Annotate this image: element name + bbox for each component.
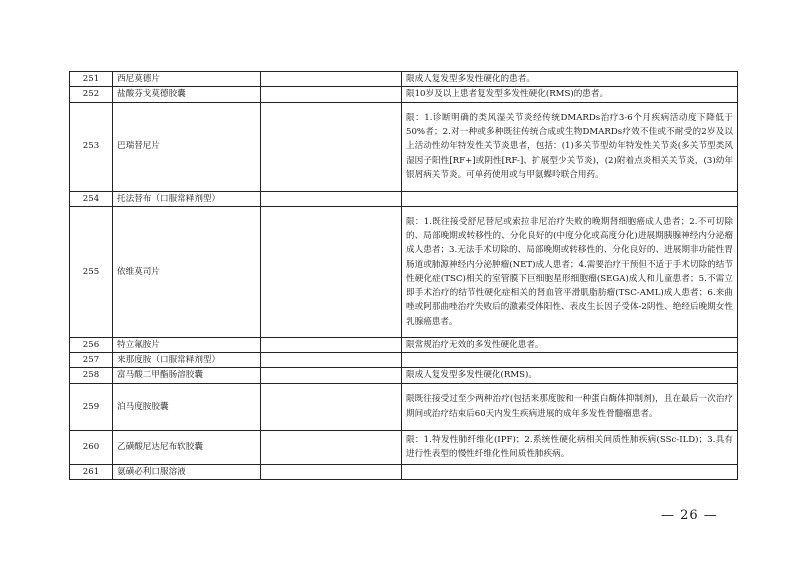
drug-name: 富马酸二甲酯肠溶胶囊 [113,368,261,383]
drug-list-table [69,71,738,480]
restriction-note: 限成人复发型多发性硬化(RMS)。 [402,368,738,383]
drug-name: 来那度胺（口服常释剂型） [113,353,261,368]
restriction-note: 限既往接受过至少两种治疗(包括来那度胺和一种蛋白酶体抑制剂)，且在最后一次治疗期间或治疗结束后60天内发生疾病进展的成年多发性骨髓瘤患者。 [402,383,738,430]
blank-cell [261,368,402,383]
drug-name: 氨磺必利口服溶液 [113,464,261,479]
blank-cell [261,87,402,102]
restriction-note [402,191,738,206]
row-number: 255 [70,206,113,337]
table-row [70,337,738,352]
table-row [70,87,738,102]
table-row [70,191,738,206]
row-number: 259 [70,383,113,430]
drug-name: 依维莫司片 [113,206,261,337]
drug-name: 特立氟胺片 [113,337,261,352]
restriction-note: 限10岁及以上患者复发型多发性硬化(RMS)的患者。 [402,87,738,102]
restriction-note: 限常规治疗无效的多发性硬化患者。 [402,337,738,352]
blank-cell [261,206,402,337]
row-number: 258 [70,368,113,383]
table-row [70,353,738,368]
blank-cell [261,72,402,87]
blank-cell [261,430,402,464]
row-number: 253 [70,102,113,191]
table-row [70,368,738,383]
table-row [70,383,738,430]
drug-name: 巴瑞替尼片 [113,102,261,191]
restriction-note [402,353,738,368]
row-number: 257 [70,353,113,368]
row-number: 260 [70,430,113,464]
blank-cell [261,102,402,191]
blank-cell [261,353,402,368]
row-number: 254 [70,191,113,206]
restriction-note [402,464,738,479]
restriction-note: 限：1.既往接受舒尼替尼或索拉非尼治疗失败的晚期肾细胞癌成人患者；2.不可切除的、局部晚期或转移性的、分化良好的(中度分化或高度分化)进展期胰腺神经内分泌瘤成人患者；3.无法手术切除的、局部晚期或转移性的、分化良好的、进展期非功能性胃肠道或肺源神经内分泌肿瘤(NET)成人患者；4.需要治疗干预但不适于手术切除的结节性硬化症(TSC)相关的室管膜下巨细胞星形细胞瘤(SEGA)成人和儿童患者；5.不需立即手术治疗的结节性硬化症相关的肾血管平滑肌脂肪瘤(TSC-AML)成人患者；6.来曲唑或阿那曲唑治疗失败后的激素受体阳性、表皮生长因子受体-2阴性、绝经后晚期女性乳腺癌患者。 [402,206,738,337]
table-row [70,72,738,87]
table-row [70,430,738,464]
table-row [70,206,738,337]
drug-name: 乙磺酸尼达尼布软胶囊 [113,430,261,464]
row-number: 261 [70,464,113,479]
blank-cell [261,337,402,352]
drug-name: 盐酸芬戈莫德胶囊 [113,87,261,102]
blank-cell [261,383,402,430]
blank-cell [261,191,402,206]
table-row [70,464,738,479]
table-row [70,102,738,191]
restriction-note: 限：1.诊断明确的类风湿关节炎经传统DMARDs治疗3-6个月疾病活动度下降低于50%者；2.对一种或多种既往传统合成或生物DMARDs疗效不佳或不耐受的2岁及以上活动性幼年特发性关节炎患者，包括：(1)多关节型幼年特发性关节炎(多关节型类风湿因子阳性[RF+]或阴性[RF-]、扩展型少关节炎)，(2)附着点炎相关关节炎，(3)幼年银屑病关节炎。可单药使用或与甲氨蝶呤联合用药。 [402,102,738,191]
row-number: 251 [70,72,113,87]
page-number: — 26 — [661,508,718,523]
blank-cell [261,464,402,479]
drug-name: 西尼莫德片 [113,72,261,87]
drug-name: 泊马度胺胶囊 [113,383,261,430]
restriction-note: 限成人复发型多发性硬化的患者。 [402,72,738,87]
restriction-note: 限：1.特发性肺纤维化(IPF)；2.系统性硬化病相关间质性肺疾病(SSc-ILD)；3.具有进行性表型的慢性纤维化性间质性肺疾病。 [402,430,738,464]
row-number: 252 [70,87,113,102]
drug-name: 托法替布（口服常释剂型） [113,191,261,206]
row-number: 256 [70,337,113,352]
